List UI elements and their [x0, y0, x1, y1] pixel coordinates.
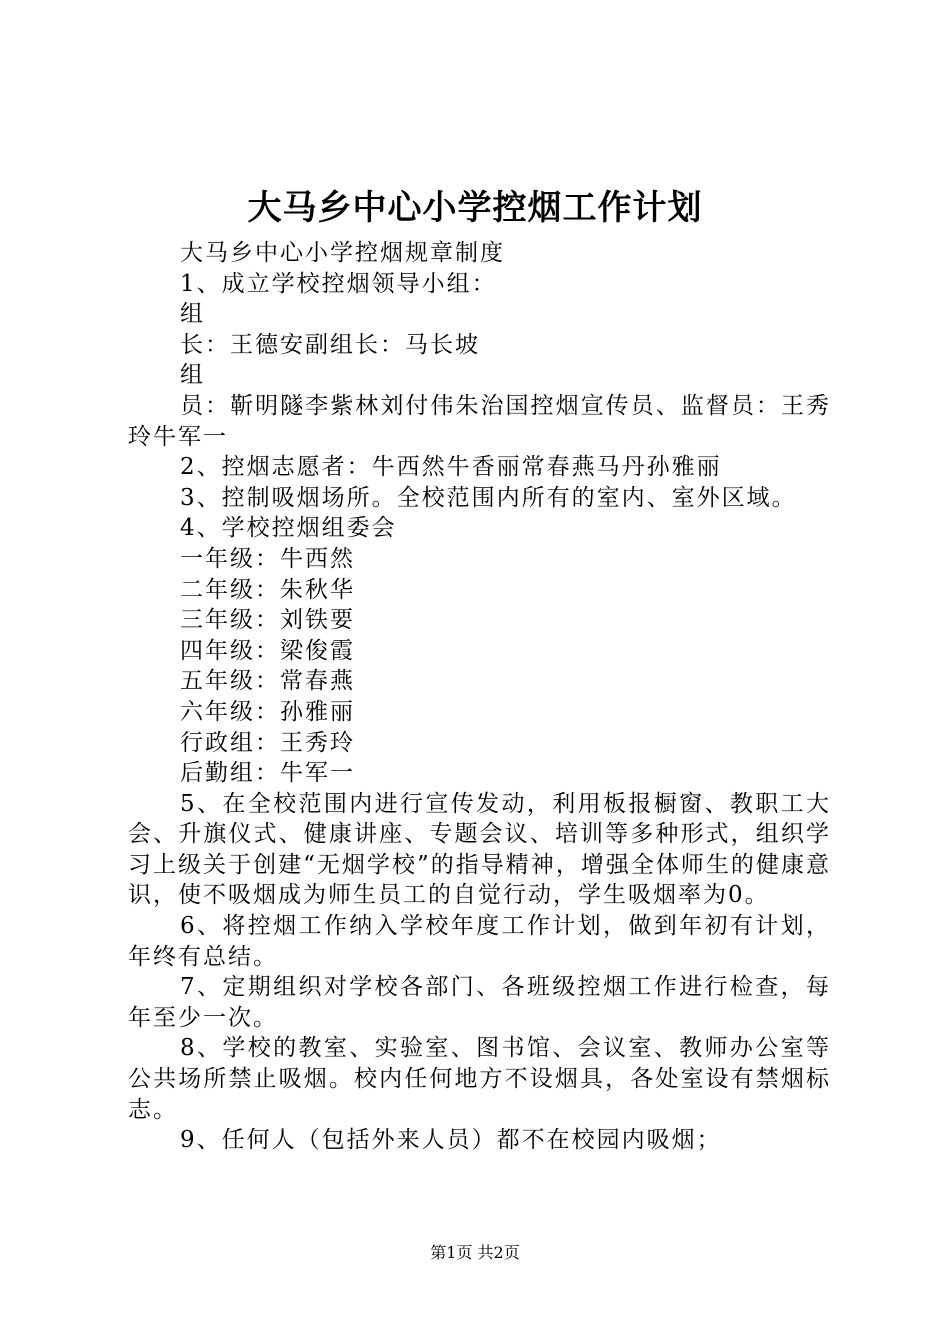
paragraph-item-3: 3、控制吸烟场所。全校范围内所有的室内、室外区域。	[180, 484, 797, 511]
paragraph-item-9: 9、任何人（包括外来人员）都不在校园内吸烟；	[180, 1127, 722, 1154]
paragraph-grade-4: 四年级：梁俊霞	[180, 637, 355, 664]
paragraph-logistics-group: 后勤组：牛军一	[180, 760, 355, 787]
document-body	[128, 238, 831, 1156]
paragraph-item-4: 4、学校控烟组委会	[180, 515, 397, 542]
paragraph-group-members: 员：靳明隧李紫林刘付伟朱治国控烟宣传员、监督员：王秀玲牛军一	[128, 392, 831, 450]
page-footer: 第1页 共2页	[430, 1243, 520, 1262]
document-title: 大马乡中心小学控烟工作计划	[247, 188, 703, 228]
paragraph-item-8: 8、学校的教室、实验室、图书馆、会议室、教师办公室等公共场所禁止吸烟。校内任何地方不设烟具，各处室设有禁烟标志。	[128, 1035, 831, 1123]
paragraph-admin-group: 行政组：王秀玲	[180, 729, 355, 756]
paragraph-grade-3: 三年级：刘铁要	[180, 607, 355, 634]
paragraph-group-label-2: 组	[180, 362, 205, 389]
paragraph-grade-6: 六年级：孙雅丽	[180, 698, 355, 725]
paragraph-group-leader: 长：王德安副组长：马长坡	[180, 331, 480, 358]
paragraph-grade-2: 二年级：朱秋华	[180, 576, 355, 603]
paragraph-item-7: 7、定期组织对学校各部门、各班级控烟工作进行检查，每年至少一次。	[128, 974, 831, 1031]
paragraph-rules-heading: 大马乡中心小学控烟规章制度	[180, 240, 505, 266]
paragraph-item-2: 2、控烟志愿者：牛西然牛香丽常春燕马丹孙雅丽	[180, 454, 722, 481]
paragraph-grade-1: 一年级：牛西然	[180, 545, 355, 572]
paragraph-item-1: 1、成立学校控烟领导小组：	[180, 270, 497, 297]
paragraph-group-label-1: 组	[180, 301, 205, 328]
paragraph-grade-5: 五年级：常春燕	[180, 668, 355, 695]
paragraph-item-5: 5、在全校范围内进行宣传发动，利用板报橱窗、教职工大会、升旗仪式、健康讲座、专题会议、培训等多种形式，组织学习上级关于创建“无烟学校”的指导精神，增强全体师生的健康意识，使不吸烟成为师生员工的自觉行动，学生吸烟率为0。	[128, 790, 831, 909]
paragraph-item-6: 6、将控烟工作纳入学校年度工作计划，做到年初有计划，年终有总结。	[128, 913, 831, 970]
